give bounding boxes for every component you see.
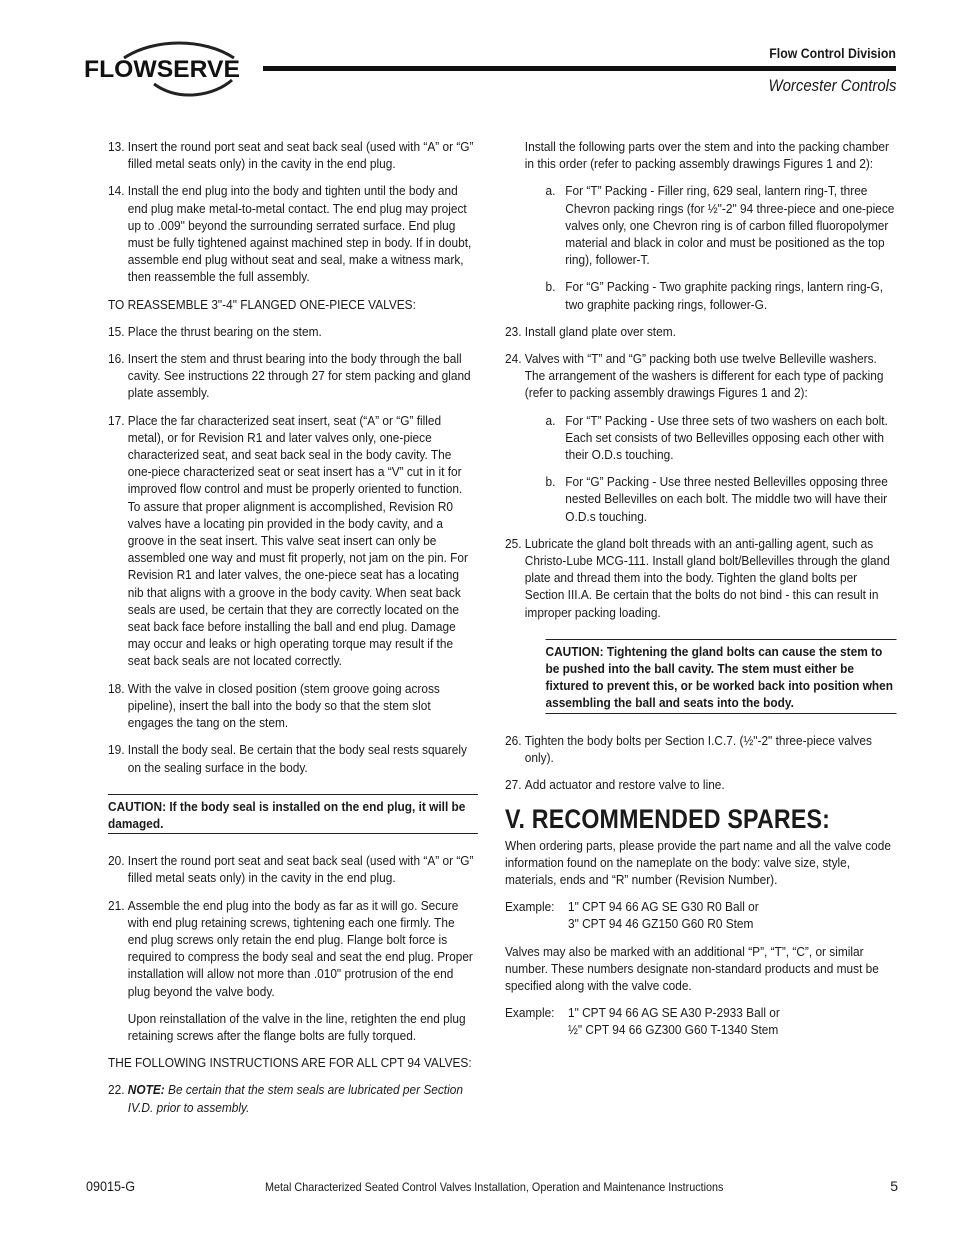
example-label: Example: [505, 1005, 555, 1021]
sub-list-item: b. For “G” Packing - Two graphite packing rings, lantern ring-G, two graphite packing rings, follower-G. [545, 279, 884, 312]
footer-title: Metal Characterized Seated Control Valves Installation, Operation and Maintenance Instructions [265, 1180, 724, 1194]
logo-text: FLOWSERVE [84, 56, 241, 83]
caution-box: CAUTION: Tightening the gland bolts can cause the stem to be pushed into the ball cavity. The stem must either be fixtured to prevent this, or be worked back into position when assembling the ball and seats into the body. [546, 639, 897, 714]
example-block [505, 898, 897, 932]
section-heading: THE FOLLOWING INSTRUCTIONS ARE FOR ALL CPT 94 VALVES: [108, 1055, 472, 1071]
sub-list-item: a. For “T” Packing - Filler ring, 629 seal, lantern ring-T, three Chevron packing rings (for ½"-2" 94 three-piece and one-piece valves only, one Chevron ring is of carbon filled fluoropolymer material and black in color and must be positioned as the top ring), follower-T. [545, 183, 895, 268]
paragraph: Valves may also be marked with an additional “P”, “T”, “C”, or similar number. These numbers designate non-standard products and must be specified along with the valve code. [505, 943, 879, 993]
list-item: 27. Add actuator and restore valve to line. [505, 777, 725, 793]
list-item-continuation: Install the following parts over the stem and into the packing chamber in this order (refer to packing assembly drawings Figures 1 and 2): [524, 139, 889, 172]
left-column [108, 138, 478, 1126]
example-line: 1" CPT 94 66 AG SE A30 P-2933 Ball or [568, 1005, 780, 1021]
list-item: 13. Insert the round port seat and seat back seal (used with “A” or “G” filled metal seats only) in the cavity in the end plug. [108, 139, 474, 172]
doc-number: 09015-G [86, 1178, 136, 1194]
list-item: 22. NOTE: Be certain that the stem seals are lubricated per Section IV.D. prior to assembly. [108, 1082, 463, 1115]
list-item: 25. Lubricate the gland bolt threads with an anti-galling agent, such as Christo-Lube MCG-111. Install gland bolt/Bellevilles through the gland plate and thread them into the body. Tighten the gland bolts per Section III.A. Be certain that the bolts do not bind - this can result in improper packing loading. [505, 535, 890, 620]
list-item: 17. Place the far characterized seat insert, seat (“A” or “G” filled metal), or for Revision R1 and later valves only, one-piece characterized seat, and seat back seal in the body cavity. The one-piece characterized seat or seat insert has a “V” cut in it for improved flow control and must be properly oriented to function. To assure that proper alignment is accomplished, Revision R0 valves have a locating pin provided in the body cavity, and a groove in the seat insert. This valve seat insert can only be assembled one way and must fit properly, not jam on the pin. For Revision R1 and later valves, the one-piece seat has a locating nib that aligns with a groove in the body cavity. When seat back seals are used, be certain that they are correctly located on the seat back face before installing the ball and end plug. Damage may occur and leaks or high operating torque may result if the seat back seals are not located correctly. [108, 412, 469, 669]
list-item: 26. Tighten the body bolts per Section I.C.7. (½"-2" three-piece valves only). [505, 732, 872, 765]
example-block [505, 1004, 897, 1038]
caution-box: CAUTION: If the body seal is installed on the end plug, it will be damaged. [108, 794, 478, 834]
list-item: 20. Insert the round port seat and seat back seal (used with “A” or “G” filled metal seats only) in the cavity in the end plug. [108, 853, 474, 886]
list-item: 19. Install the body seal. Be certain that the body seal rests squarely on the sealing surface in the body. [108, 742, 467, 775]
sub-list-item: a. For “T” Packing - Use three sets of two washers on each bolt. Each set consists of two Bellevilles opposing each other with their O.D.s touching. [545, 412, 888, 463]
logo-swoosh-icon [84, 40, 244, 100]
list-item-continuation: Upon reinstallation of the valve in the line, retighten the end plug retaining screws after the flange bolts are fully torqued. [127, 1010, 466, 1043]
note-label: NOTE: [127, 1082, 165, 1098]
example-line: 3" CPT 94 46 GZ150 G60 R0 Stem [568, 916, 754, 932]
list-item: 23. Install gland plate over stem. [505, 323, 676, 339]
section-heading: TO REASSEMBLE 3"-4" FLANGED ONE-PIECE VALVES: [108, 296, 416, 312]
list-item: 15. Place the thrust bearing on the stem. [108, 323, 322, 339]
list-item: 24. Valves with “T” and “G” packing both use twelve Belleville washers. The arrangement of the washers is different for each type of packing (refer to packing assembly drawings Figures 1 and 2): [505, 351, 884, 401]
division-subtitle: Worcester Controls [767, 76, 896, 95]
example-line: ½" CPT 94 66 GZ300 G60 T-1340 Stem [568, 1022, 779, 1038]
page-number: 5 [890, 1178, 898, 1194]
right-column [505, 138, 897, 1049]
flowserve-logo [84, 40, 244, 100]
list-item: 21. Assemble the end plug into the body as far as it will go. Secure with end plug retaining screws, tightening each one firmly. The end plug screws only retain the end plug. Flange bolt force is required to compress the body seal and seat the end plug. Proper installation will allow not more than .010" protrusion of the end plug beyond the valve body. [108, 897, 473, 999]
paragraph: When ordering parts, please provide the part name and all the valve code information found on the nameplate on the body: valve size, style, materials, ends and “R” number (Revision Number). [505, 837, 891, 887]
example-line: 1" CPT 94 66 AG SE G30 R0 Ball or [568, 899, 759, 915]
list-item: 16. Insert the stem and thrust bearing into the body through the ball cavity. See instructions 22 through 27 for stem packing and gland plate assembly. [108, 351, 471, 401]
header-rule [263, 66, 896, 71]
sub-list-item: b. For “G” Packing - Use three nested Bellevilles opposing three nested Bellevilles on each bolt. The middle two will have their O.D.s touching. [545, 474, 888, 524]
section-title: V. RECOMMENDED SPARES: [505, 804, 831, 835]
division-title: Flow Control Division [769, 45, 896, 61]
list-item: 14. Install the end plug into the body and tighten until the body and end plug make metal-to-metal contact. The end plug may project up to .009" beyond the surrounding serrated surface. End plug must be fully tightened against machined step in body. If in doubt, assemble end plug without seat and seal, make a witness mark, then reassemble the full assembly. [108, 183, 472, 285]
example-label: Example: [505, 899, 555, 915]
list-item: 18. With the valve in closed position (stem groove going across pipeline), insert the ball into the body so that the stem slot engages the tang on the stem. [108, 680, 440, 731]
